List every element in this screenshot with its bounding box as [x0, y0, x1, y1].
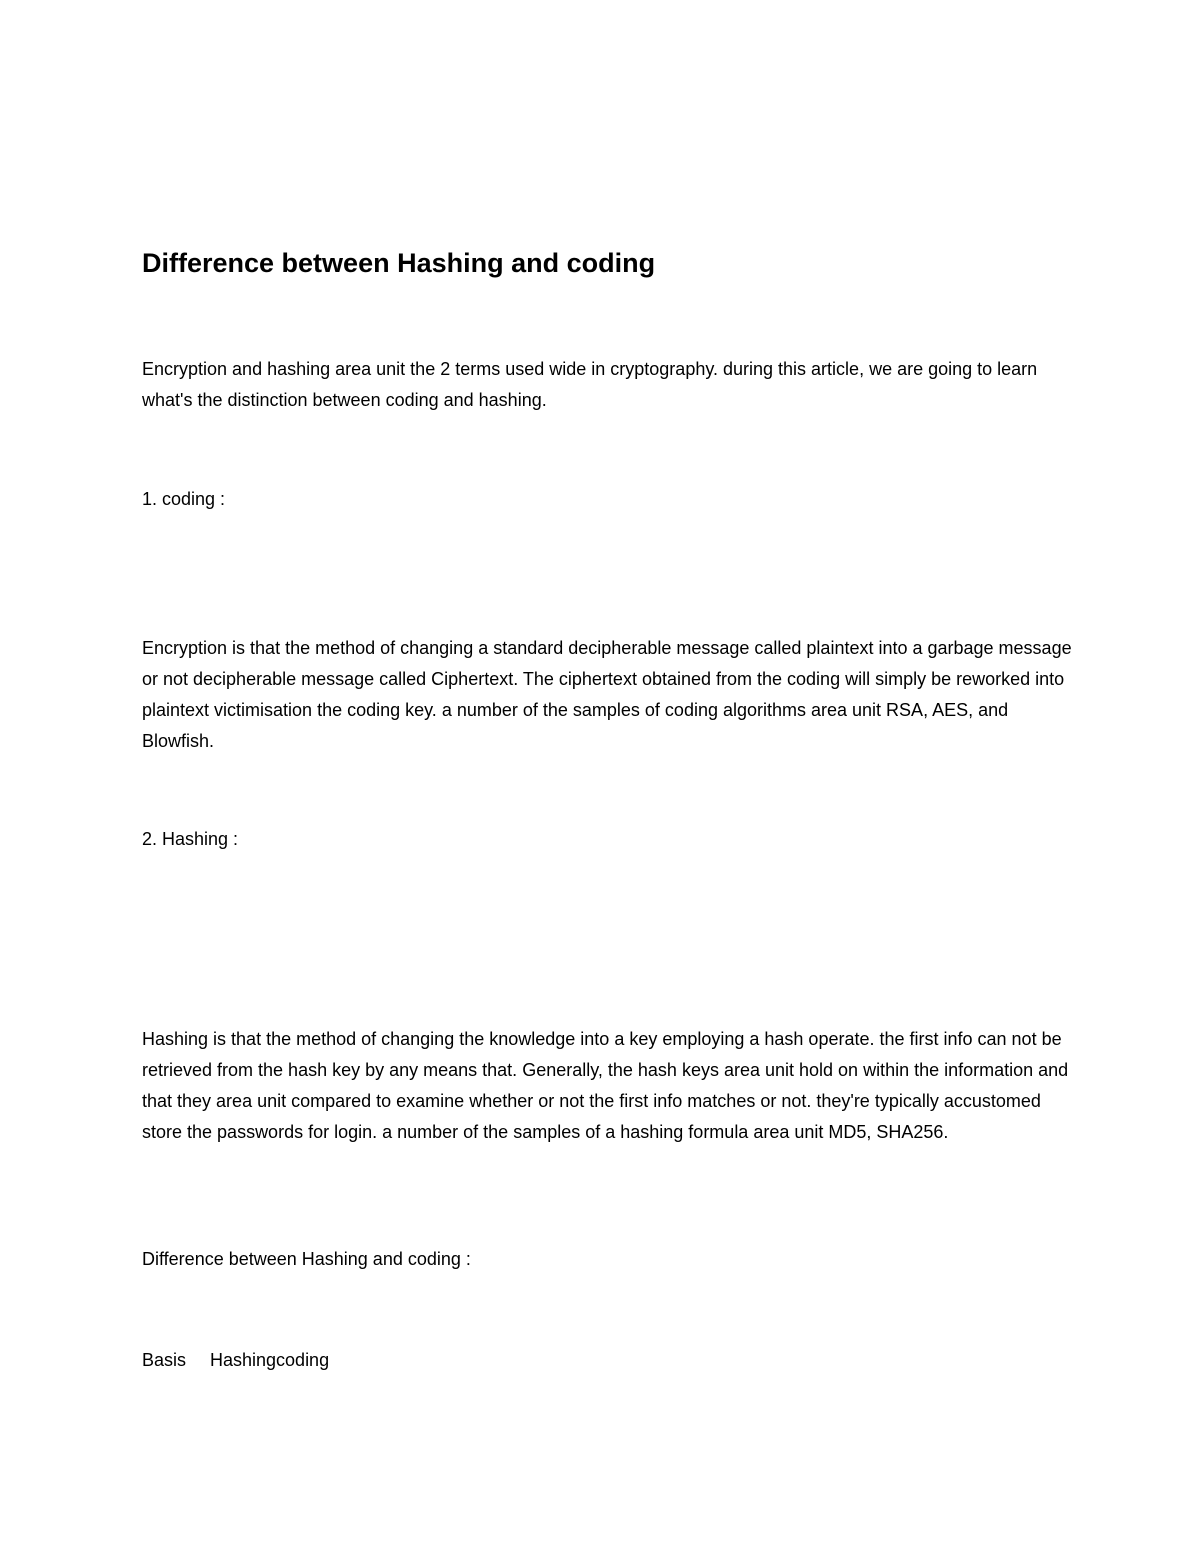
section-heading-hashing: 2. Hashing :	[142, 829, 239, 849]
coding-paragraph: Encryption is that the method of changing a standard decipherable message called plaintext into a garbage message or not decipherable message called Ciphertext. The ciphertext obtained from the coding will simply be reworked into plaintext victimisation the coding key. a number of the samples of coding algorithms area unit RSA, AES, and Blowfish.	[142, 638, 1072, 751]
hashing-paragraph: Hashing is that the method of changing the knowledge into a key employing a hash operate. the first info can not be retrieved from the hash key by any means that. Generally, the hash keys area unit hold on within the information and that they area unit compared to examine whether or not the first info matches or not. they're typically accustomed store the passwords for login. a number of the samples of a hashing formula area unit MD5, SHA256.	[142, 1029, 1069, 1142]
intro-paragraph: Encryption and hashing area unit the 2 terms used wide in cryptography. during this article, we are going to learn what's the distinction between coding and hashing.	[142, 359, 1038, 410]
table-header-columns: Hashingcoding	[210, 1350, 330, 1370]
comparison-table-header	[142, 1345, 1072, 1376]
difference-heading: Difference between Hashing and coding :	[142, 1249, 471, 1269]
section-heading-coding: 1. coding :	[142, 489, 226, 509]
table-header-basis: Basis	[142, 1350, 187, 1370]
page-title: Difference between Hashing and coding	[142, 248, 656, 278]
